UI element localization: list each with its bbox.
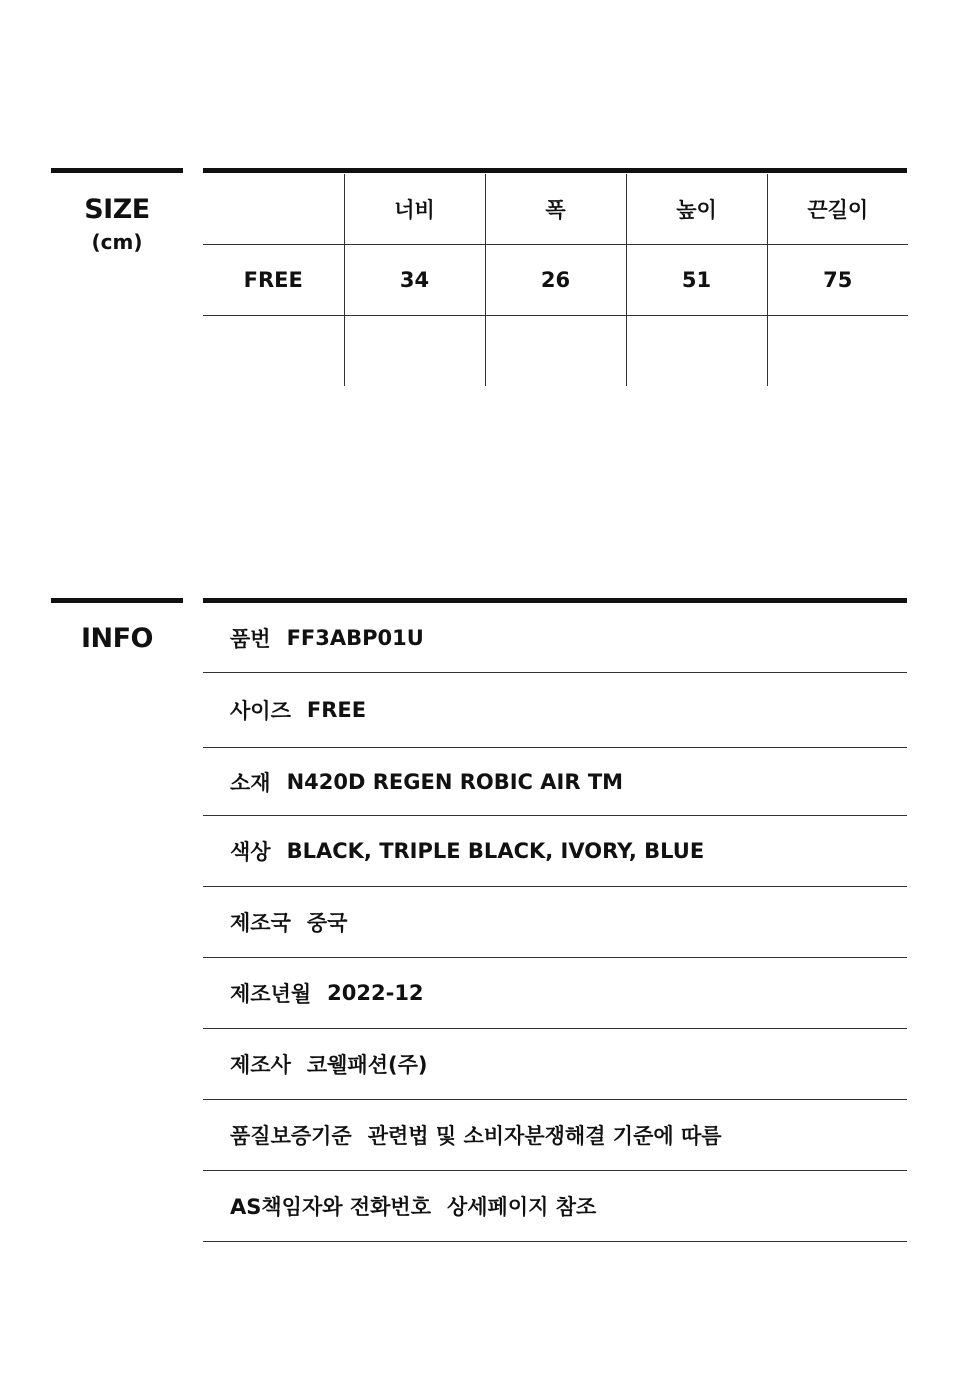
size-header-cell xyxy=(203,174,344,245)
info-row-material xyxy=(203,748,907,816)
info-value: 관련법 및 소비자분쟁해결 기준에 따름 xyxy=(367,1124,722,1148)
info-label: 색상 xyxy=(230,840,271,864)
info-value: 2022-12 xyxy=(327,981,424,1005)
info-label: 사이즈 xyxy=(230,699,291,723)
info-label: 제조년월 xyxy=(230,982,312,1006)
info-label: 품번 xyxy=(230,626,271,651)
info-value: N420D REGEN ROBIC AIR TM xyxy=(286,769,624,794)
info-value: FREE xyxy=(306,698,367,722)
size-rule-left xyxy=(51,168,183,173)
info-value: 상세페이지 참조 xyxy=(446,1195,597,1219)
info-title: INFO xyxy=(80,623,154,654)
size-row xyxy=(203,316,908,387)
size-cell: 75 xyxy=(767,245,908,316)
size-cell xyxy=(344,316,485,387)
size-cell: FREE xyxy=(203,245,344,316)
info-label: 제조국 xyxy=(230,911,291,935)
info-row-country xyxy=(203,887,907,958)
info-value: 코웰패션(주) xyxy=(306,1053,428,1077)
size-cell: 34 xyxy=(344,245,485,316)
info-row-color xyxy=(203,816,907,887)
size-table xyxy=(203,174,908,386)
info-value: BLACK, TRIPLE BLACK, IVORY, BLUE xyxy=(286,839,705,863)
info-value: FF3ABP01U xyxy=(286,625,424,650)
size-header-cell: 너비 xyxy=(344,174,485,245)
info-row-as-contact xyxy=(203,1171,907,1242)
size-title: SIZE xyxy=(84,194,150,225)
info-row-product-code xyxy=(203,603,907,673)
info-label: 소재 xyxy=(230,770,271,795)
info-row-manufacturer xyxy=(203,1029,907,1100)
size-row xyxy=(203,245,908,316)
info-row-manufacture-date xyxy=(203,958,907,1029)
size-rule-right xyxy=(203,168,907,173)
info-rule-left xyxy=(51,598,183,603)
size-cell xyxy=(767,316,908,387)
size-header-cell: 높이 xyxy=(626,174,767,245)
info-row-warranty xyxy=(203,1100,907,1171)
info-label: 품질보증기준 xyxy=(230,1124,352,1148)
size-header-cell: 폭 xyxy=(485,174,626,245)
size-cell: 51 xyxy=(626,245,767,316)
size-header-cell: 끈길이 xyxy=(767,174,908,245)
info-row-size xyxy=(203,673,907,748)
info-label: AS책임자와 전화번호 xyxy=(230,1195,431,1219)
size-header-row xyxy=(203,174,908,245)
size-cell: 26 xyxy=(485,245,626,316)
size-cell xyxy=(626,316,767,387)
info-label: 제조사 xyxy=(230,1053,291,1077)
size-cell xyxy=(485,316,626,387)
info-list xyxy=(203,603,907,1242)
size-unit: (cm) xyxy=(91,230,143,254)
size-cell xyxy=(203,316,344,387)
info-value: 중국 xyxy=(306,911,348,935)
